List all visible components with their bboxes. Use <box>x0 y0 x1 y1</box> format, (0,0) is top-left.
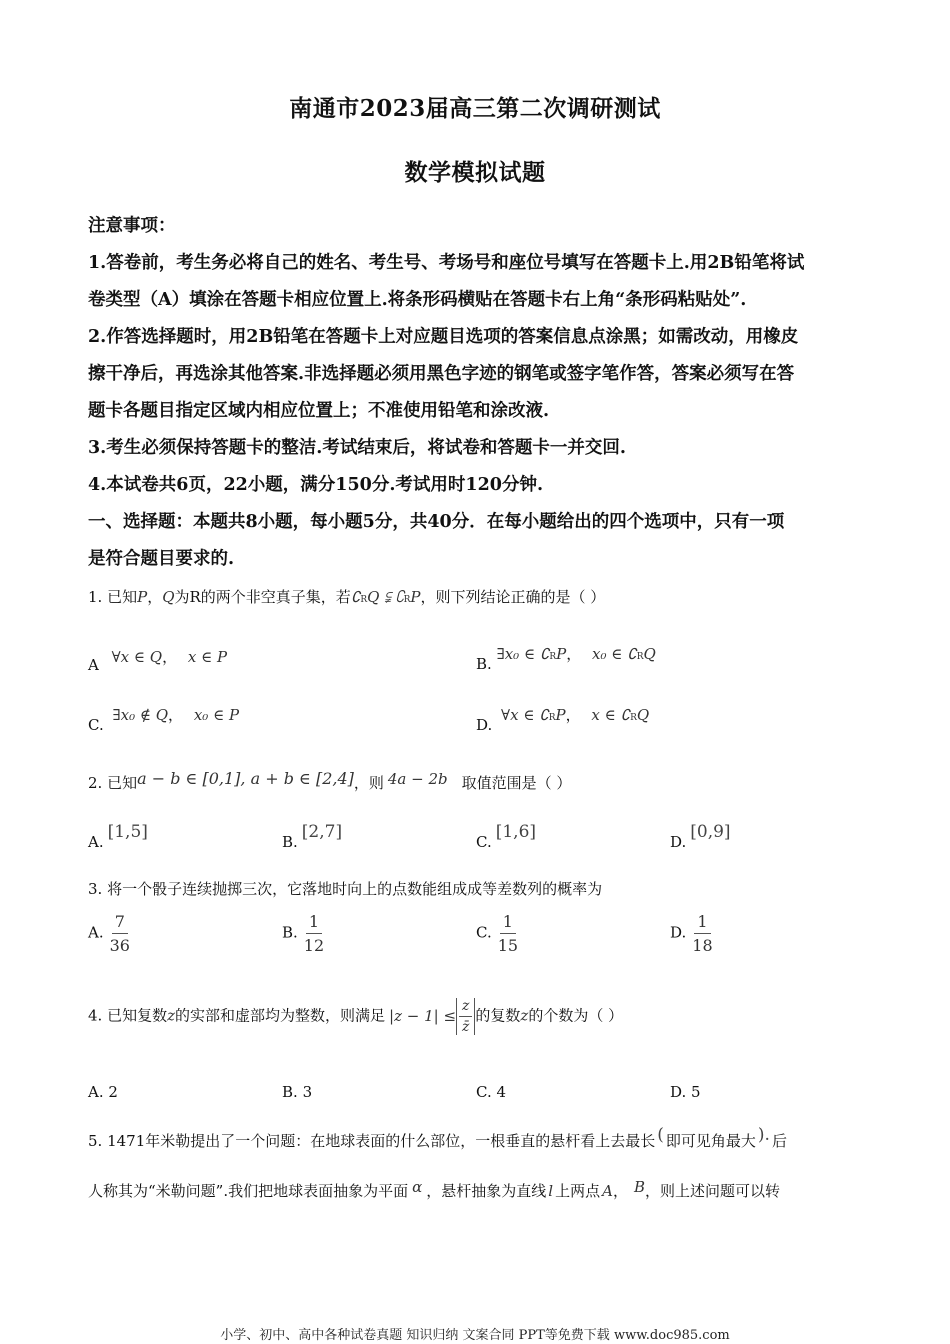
question-1-stem <box>88 586 605 607</box>
question-5-line-2: 人称其为“米勒问题”.我们把地球表面抽象为平面 α ，悬杆抽象为直线 l 上两点 A， B，则上述问题可以转 <box>88 1178 780 1200</box>
exam-subtitle: 数学模拟试题 <box>404 159 546 186</box>
notice-line: 题卡各题目指定区域内相应位置上；不准使用铅笔和涂改液. <box>88 401 550 421</box>
q1-text: ，则下列结论正确的是（ ） <box>420 588 606 606</box>
q1-option-a: A ∀x ∈ Q， x ∈ P <box>88 648 228 674</box>
question-2-stem: 2. 已知a − b ∈ [0,1], a + b ∈ [2,4]，则 4a − 2b 取值范围是（ ） <box>88 769 572 792</box>
q4-option-d: D. 5 <box>670 1083 701 1101</box>
q3-option-a: A. $\frac{7}{36}$ <box>88 912 130 955</box>
exam-title: 南通市2023届高三第二次调研测试 <box>289 95 661 122</box>
q1-var-q: Q <box>162 588 175 606</box>
q1-condition: ∁RQ ⫋ ∁RP <box>350 588 421 606</box>
notice-heading: 注意事项： <box>88 216 176 236</box>
q1-option-c: C. ∃x₀ ∉ Q， x₀ ∈ P <box>88 706 240 734</box>
notice-line: 1.答卷前，考生务必将自己的姓名、考生号、考场号和座位号填写在答题卡上.用2B铅笔将试 <box>88 253 805 273</box>
q1-text: 为R的两个非空真子集，若 <box>174 588 351 606</box>
notice-line: 2.作答选择题时，用2B铅笔在答题卡上对应题目选项的答案信息点涂黑；如需改动，用橡皮 <box>88 327 799 347</box>
q1-option-b: B. ∃x₀ ∈ ∁RP， x₀ ∈ ∁RQ <box>476 645 656 673</box>
notice-line: 一、选择题：本题共8小题，每小题5分，共40分．在每小题给出的四个选项中，只有一项 <box>88 512 785 532</box>
q3-option-d: D. $\frac{1}{18}$ <box>670 912 713 955</box>
q2-option-b: B. [2,7] <box>282 822 343 851</box>
question-3-stem: 3. 将一个骰子连续抛掷三次，它落地时向上的点数能组成成等差数列的概率为 <box>88 880 603 898</box>
notice-line: 是符合题目要求的. <box>88 549 235 569</box>
q2-option-d: D. [0,9] <box>670 822 731 851</box>
q2-option-a: A. [1,5] <box>88 822 148 851</box>
q1-text: ， <box>147 588 163 606</box>
q4-option-c: C. 4 <box>476 1083 507 1101</box>
q4-option-b: B. 3 <box>282 1083 313 1101</box>
q1-option-d: D. ∀x ∈ ∁RP， x ∈ ∁RQ <box>476 706 650 734</box>
page-footer: 小学、初中、高中各种试卷真题 知识归纳 文案合同 PPT等免费下载 www.doc985.com <box>220 1328 730 1343</box>
question-4-stem: 4. 已知复数z的实部和虚部均为整数，则满足 |z − 1| ≤ $\frac{z}{z̄}$ 的复数z的个数为（ ） <box>88 998 624 1035</box>
q3-option-c: C. $\frac{1}{15}$ <box>476 912 519 955</box>
q3-option-b: B. $\frac{1}{12}$ <box>282 912 325 955</box>
q1-var-p: P <box>137 588 148 606</box>
question-5-line-1: 5. 1471年米勒提出了一个问题：在地球表面的什么部位，一根垂直的悬杆看上去最长 ( 即可见角最大 ). 后 <box>88 1125 787 1150</box>
q2-option-c: C. [1,6] <box>476 822 537 851</box>
q1-text: 1. 已知 <box>88 588 138 606</box>
notice-line: 卷类型（A）填涂在答题卡相应位置上.将条形码横贴在答题卡右上角“条形码粘贴处”. <box>88 290 747 310</box>
notice-line: 3.考生必须保持答题卡的整洁.考试结束后，将试卷和答题卡一并交回. <box>88 438 626 458</box>
notice-line: 擦干净后，再选涂其他答案.非选择题必须用黑色字迹的钢笔或签字笔作答，答案必须写在答 <box>88 364 795 384</box>
notice-section <box>88 208 868 578</box>
notice-line: 4.本试卷共6页，22小题，满分150分.考试用时120分钟. <box>88 475 544 495</box>
q4-option-a: A. 2 <box>88 1083 118 1101</box>
